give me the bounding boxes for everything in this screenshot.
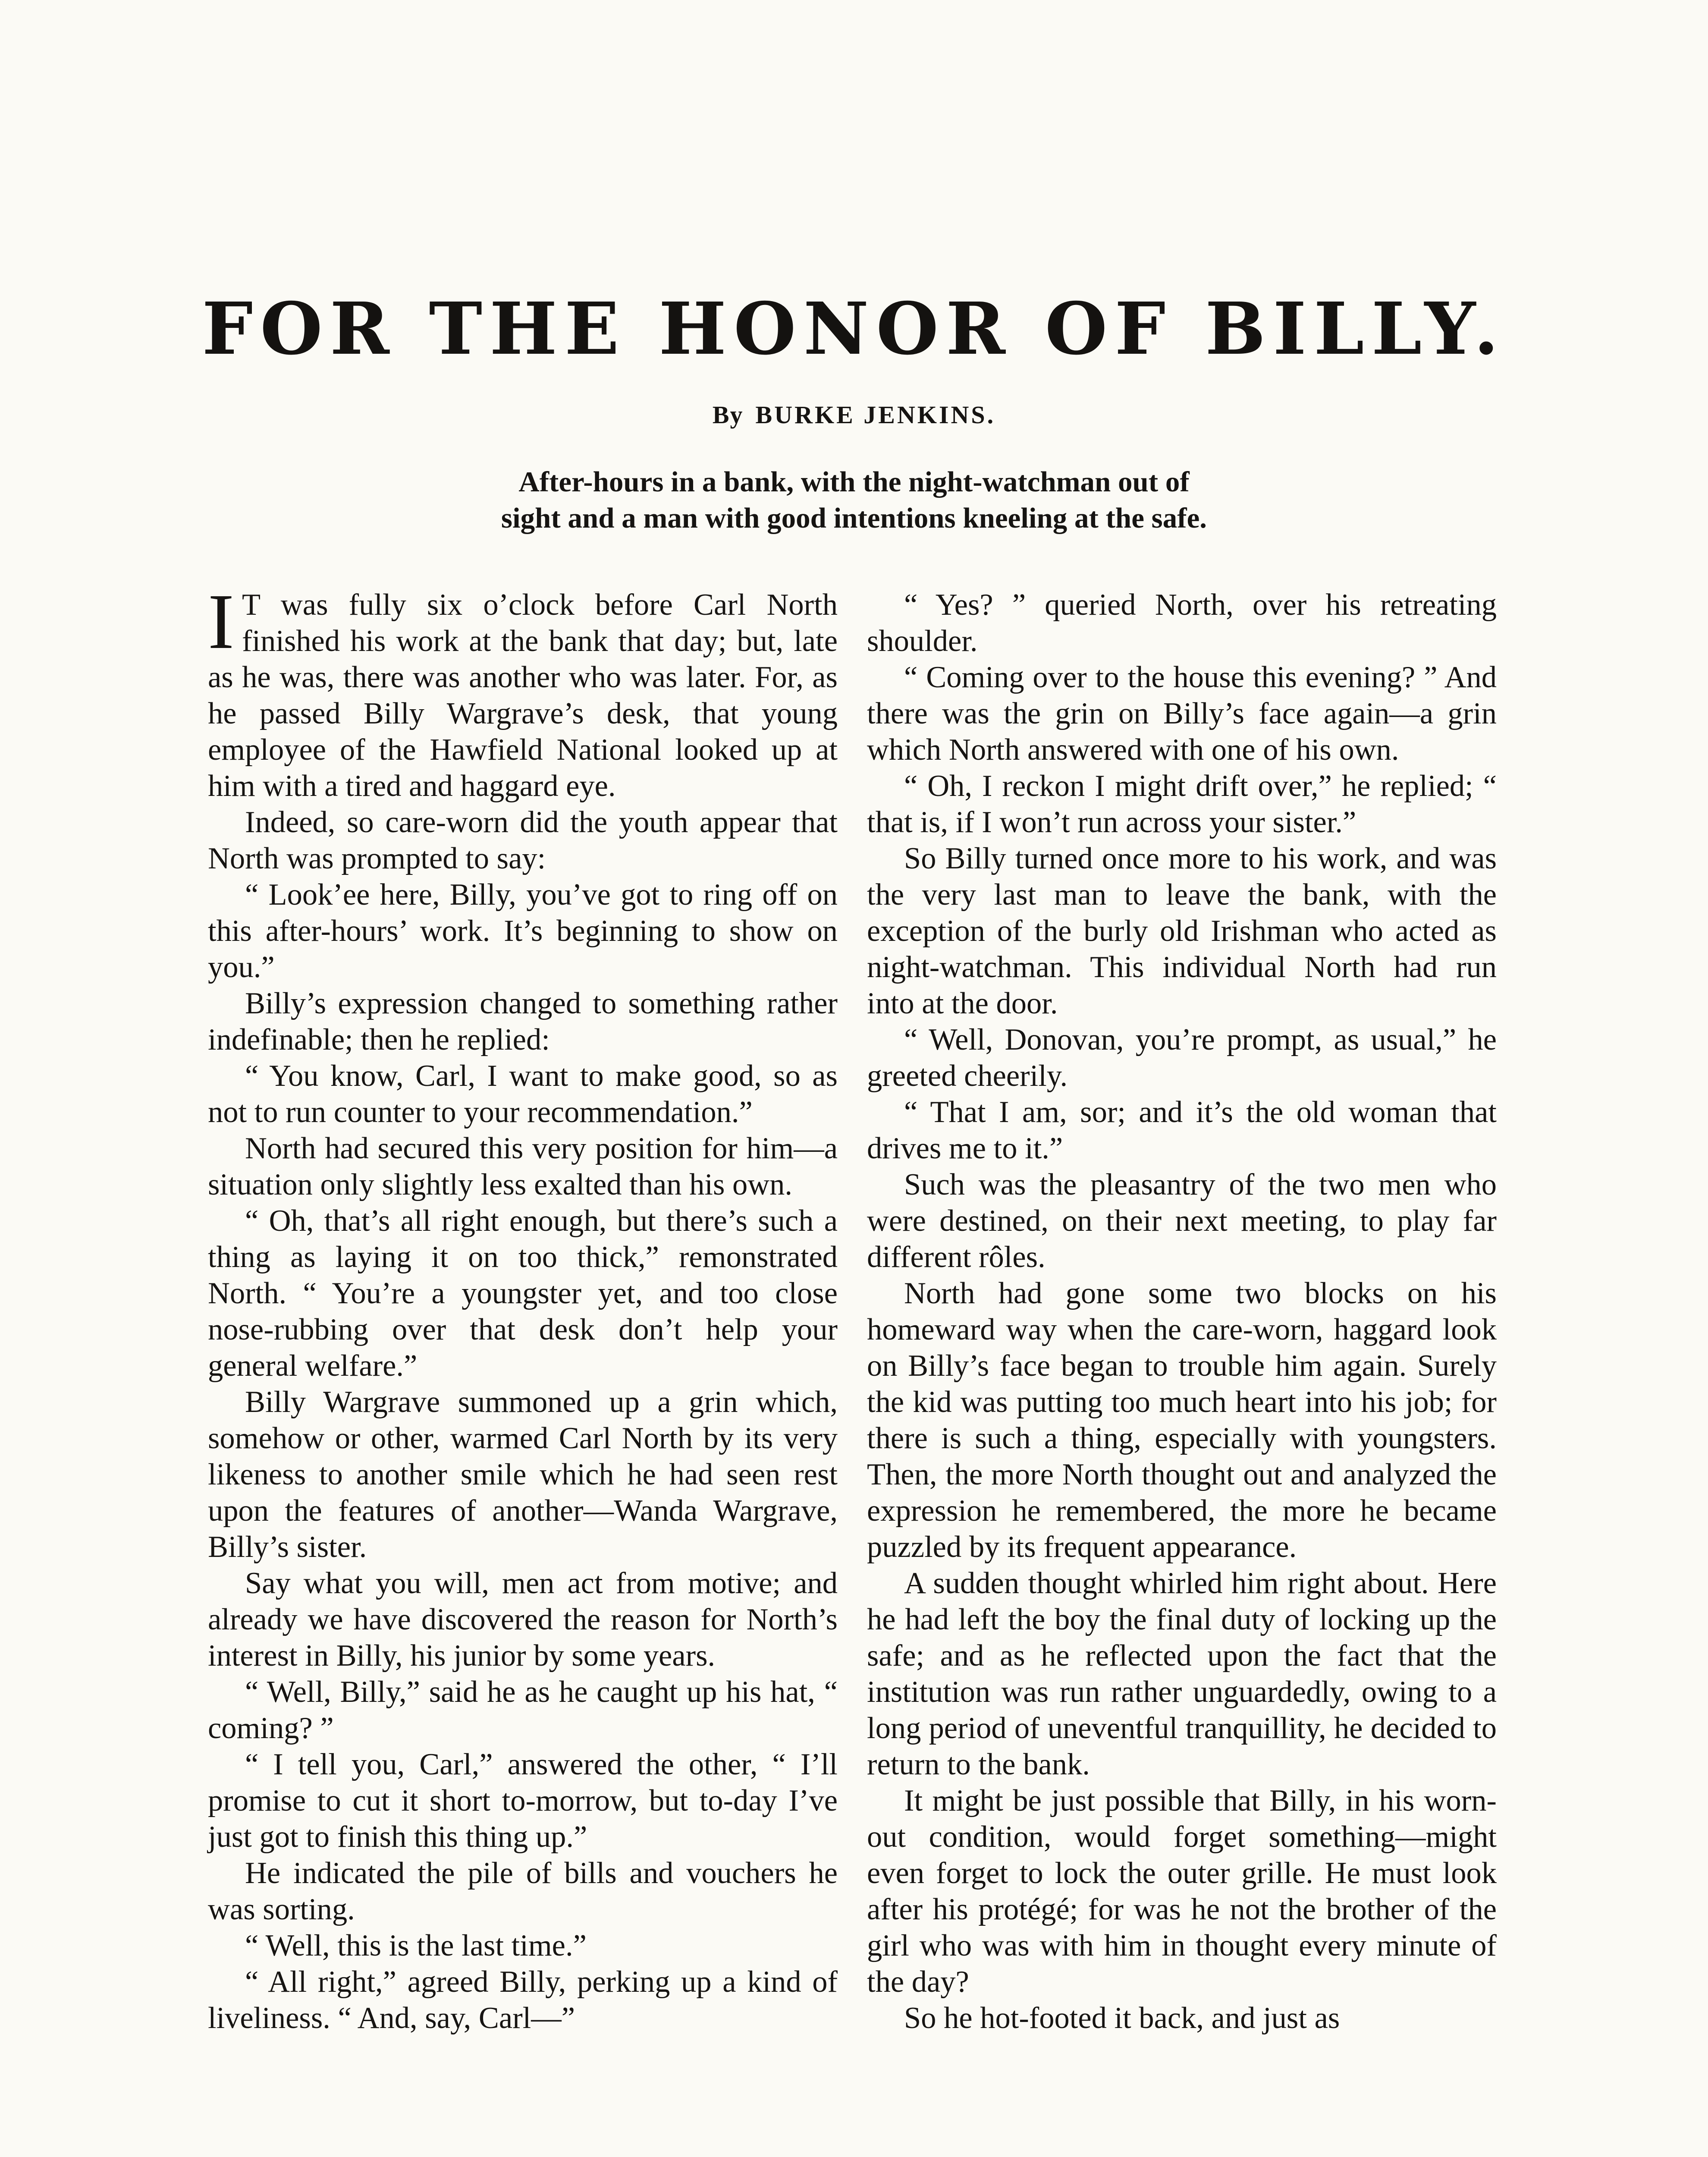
- paragraph: “ Well, Donovan, you’re prompt, as usual,” he greeted cheerily.: [867, 1023, 1497, 1093]
- paragraph: North had gone some two blocks on his homeward way when the care-worn, haggard look on Billy’s face began to trouble him again. Surely the kid was putting too much heart into his job; for there is such a thing, especially with youngsters. Then, the more North thought out and analyzed the expression he remembered, the more he became puzzled by its frequent appearance.: [867, 1277, 1497, 1564]
- left-column: [208, 578, 838, 2036]
- paragraph: Billy Wargrave summoned up a grin which, somehow or other, warmed Carl North by its very likeness to another smile which he had seen rest upon the features of another—Wanda Wargrave, Billy’s sister.: [208, 1385, 838, 1564]
- paragraph: Indeed, so care-worn did the youth appear that North was prompted to say:: [208, 805, 838, 875]
- paragraph: So he hot-footed it back, and just as: [904, 2001, 1340, 2035]
- paragraph: “ Well, this is the last time.”: [245, 1929, 587, 1962]
- paragraph: “ Oh, I reckon I might drift over,” he replied; “ that is, if I won’t run across your sister.”: [867, 769, 1497, 839]
- paragraph: “ That I am, sor; and it’s the old woman that drives me to it.”: [867, 1095, 1497, 1165]
- byline: [0, 400, 1708, 429]
- article-subtitle: [0, 464, 1708, 536]
- paragraph: “ Look’ee here, Billy, you’ve got to ring off on this after-hours’ work. It’s beginning to show on you.”: [208, 878, 838, 984]
- author-name: BURKE JENKINS.: [755, 401, 996, 429]
- paragraph: “ Coming over to the house this evening? ” And there was the grin on Billy’s face again—a grin which North answered with one of his own.: [867, 660, 1497, 767]
- paragraph: “ You know, Carl, I want to make good, so as not to run counter to your recommendation.”: [208, 1059, 838, 1129]
- paragraph: Such was the pleasantry of the two men who were destined, on their next meeting, to play far different rôles.: [867, 1168, 1497, 1274]
- paragraph: Say what you will, men act from motive; and already we have discovered the reason for North’s interest in Billy, his junior by some years.: [208, 1566, 838, 1673]
- drop-cap: I: [208, 578, 234, 665]
- paragraph: Billy’s expression changed to something rather indefinable; then he replied:: [208, 987, 838, 1056]
- subtitle-line: After-hours in a bank, with the night-watchman out of: [518, 466, 1190, 498]
- paragraph: “ Oh, that’s all right enough, but there’s such a thing as laying it on too thick,” remonstrated North. “ You’re a youngster yet, and too close nose-rubbing over that desk don’t help your general welfare.”: [208, 1204, 838, 1383]
- paragraph: “ Yes? ” queried North, over his retreating shoulder.: [867, 588, 1497, 658]
- paragraph: [208, 578, 838, 804]
- paragraph: North had secured this very position for him—a situation only slightly less exalted than his own.: [208, 1132, 838, 1201]
- right-column: [867, 587, 1497, 2036]
- paragraph: So Billy turned once more to his work, and was the very last man to leave the bank, with the exception of the burly old Irishman who acted as night-watchman. This individual North had run into at the door.: [867, 842, 1497, 1020]
- paragraph: He indicated the pile of bills and vouchers he was sorting.: [208, 1856, 838, 1926]
- article-title: FOR THE HONOR OF BILLY.: [202, 287, 1506, 371]
- paragraph: A sudden thought whirled him right about. Here he had left the boy the final duty of locking up the safe; and as he reflected upon the fact that the institution was run rather unguardedly, owing to a long period of uneventful tranquillity, he decided to return to the bank.: [867, 1566, 1497, 1781]
- paragraph: “ All right,” agreed Billy, perking up a kind of liveliness. “ And, say, Carl—”: [208, 1965, 838, 2035]
- subtitle-line: sight and a man with good intentions kneeling at the safe.: [501, 502, 1207, 534]
- paragraph-text: T was fully six o’clock before Carl North finished his work at the bank that day; but, late as he was, there was another who was later. For, as he passed Billy Wargrave’s desk, that young employee of the Hawfield National looked up at him with a tired and haggard eye.: [208, 588, 838, 803]
- paragraph: “ Well, Billy,” said he as he caught up his hat, “ coming? ”: [208, 1675, 838, 1745]
- byline-prefix: By: [712, 401, 744, 429]
- paragraph: “ I tell you, Carl,” answered the other, “ I’ll promise to cut it short to-morrow, but to-day I’ve just got to finish this thing up.”: [208, 1748, 838, 1854]
- paragraph: It might be just possible that Billy, in his worn-out condition, would forget something—might even forget to lock the outer grille. He must look after his protégé; for was he not the brother of the girl who was with him in thought every minute of the day?: [867, 1784, 1497, 1999]
